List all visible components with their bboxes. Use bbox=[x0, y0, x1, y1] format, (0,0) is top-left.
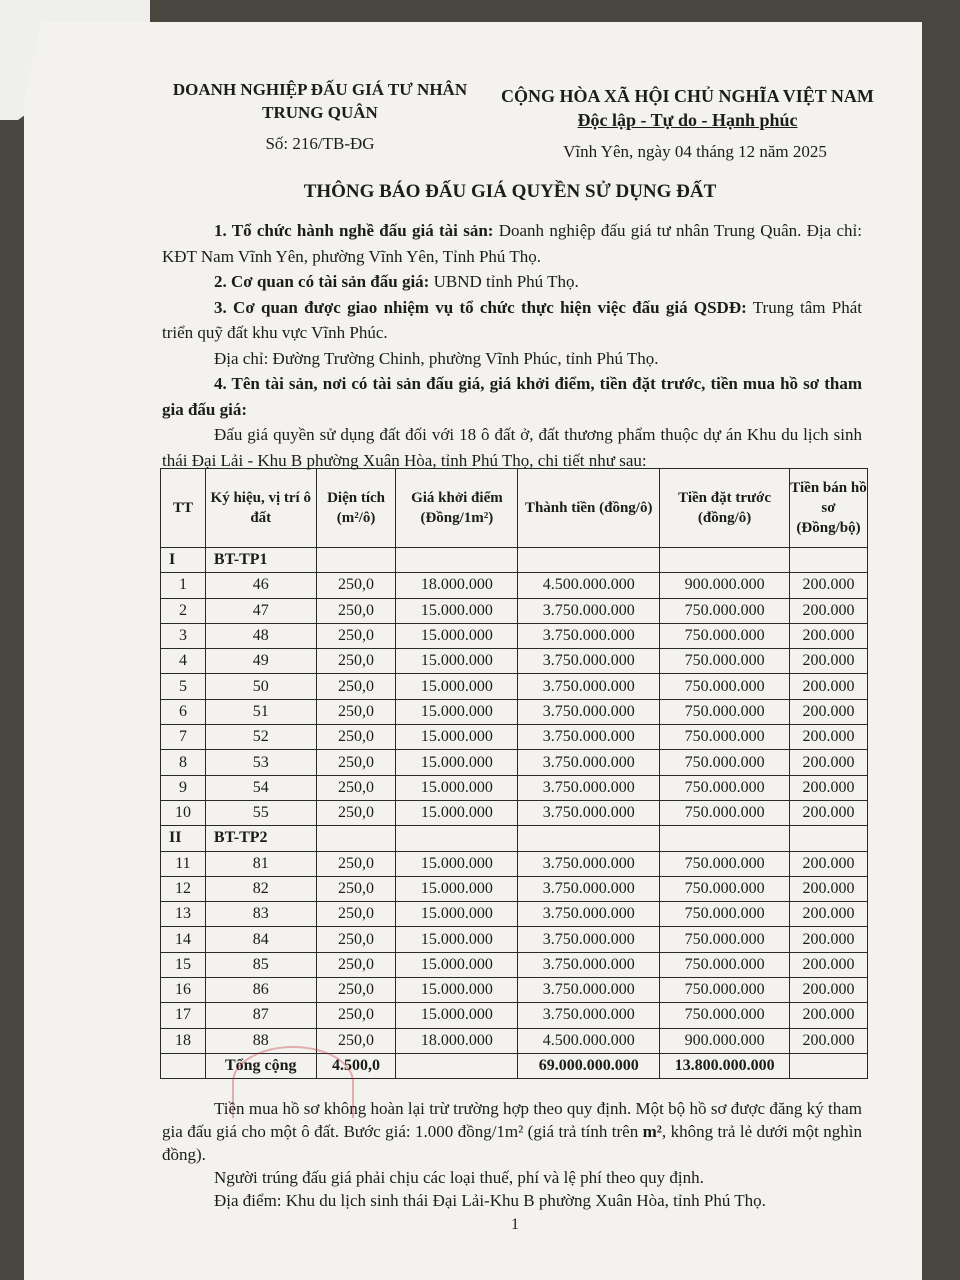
cell-area: 250,0 bbox=[316, 851, 396, 876]
cell-start-price: 18.000.000 bbox=[396, 1028, 518, 1053]
table-row bbox=[161, 800, 868, 825]
document-date: Vĩnh Yên, ngày 04 tháng 12 năm 2025 bbox=[563, 142, 827, 161]
table-row bbox=[161, 902, 868, 927]
col-header-deposit: Tiền đặt trước (đồng/ô) bbox=[660, 469, 790, 548]
cell-start-price: 15.000.000 bbox=[396, 623, 518, 648]
cell-area: 250,0 bbox=[316, 1003, 396, 1028]
section-4 bbox=[162, 371, 862, 422]
cell-amount: 3.750.000.000 bbox=[518, 952, 660, 977]
cell-fee: 200.000 bbox=[790, 851, 868, 876]
cell-lot: 83 bbox=[205, 902, 316, 927]
cell-start-price: 15.000.000 bbox=[396, 1003, 518, 1028]
table-row bbox=[161, 623, 868, 648]
section-3-label: 3. Cơ quan được giao nhiệm vụ tổ chức thực hiện việc đấu giá QSDĐ: bbox=[214, 297, 747, 317]
col-header-symbol: Ký hiệu, vị trí ô đất bbox=[205, 469, 316, 548]
cell-fee: 200.000 bbox=[790, 1003, 868, 1028]
group-row-1 bbox=[161, 548, 868, 573]
cell-area: 250,0 bbox=[316, 952, 396, 977]
section-1-label: 1. Tổ chức hành nghề đấu giá tài sản: bbox=[214, 221, 494, 240]
table-row bbox=[161, 851, 868, 876]
cell-deposit: 750.000.000 bbox=[660, 623, 790, 648]
cell-deposit: 750.000.000 bbox=[660, 876, 790, 901]
col-header-area: Diện tích (m²/ô) bbox=[316, 469, 396, 548]
cell-deposit: 900.000.000 bbox=[660, 573, 790, 598]
table-row bbox=[161, 927, 868, 952]
cell-lot: 86 bbox=[205, 978, 316, 1003]
org-name-line2: TRUNG QUÂN bbox=[262, 103, 378, 122]
cell-tt: 1 bbox=[161, 573, 206, 598]
table-row bbox=[161, 573, 868, 598]
cell-start-price: 15.000.000 bbox=[396, 978, 518, 1003]
cell-deposit: 750.000.000 bbox=[660, 750, 790, 775]
cell-area: 250,0 bbox=[316, 775, 396, 800]
cell-tt: 12 bbox=[161, 876, 206, 901]
col-header-amount: Thành tiền (đồng/ô) bbox=[518, 469, 660, 548]
cell-fee: 200.000 bbox=[790, 927, 868, 952]
cell-amount: 4.500.000.000 bbox=[518, 1028, 660, 1053]
cell-fee: 200.000 bbox=[790, 750, 868, 775]
cell-tt: 8 bbox=[161, 750, 206, 775]
cell-start-price: 15.000.000 bbox=[396, 750, 518, 775]
cell-amount: 3.750.000.000 bbox=[518, 725, 660, 750]
cell-deposit: 750.000.000 bbox=[660, 1003, 790, 1028]
table-row bbox=[161, 649, 868, 674]
cell-fee: 200.000 bbox=[790, 775, 868, 800]
group-name: BT-TP1 bbox=[205, 548, 316, 573]
note-1 bbox=[162, 1097, 862, 1166]
cell-fee: 200.000 bbox=[790, 978, 868, 1003]
table-body bbox=[161, 548, 868, 1079]
note-1-unit: m² bbox=[642, 1122, 662, 1141]
cell-fee: 200.000 bbox=[790, 952, 868, 977]
organization-header bbox=[150, 78, 490, 124]
note-3: Địa điểm: Khu du lịch sinh thái Đại Lải-Khu B phường Xuân Hòa, tỉnh Phú Thọ. bbox=[214, 1191, 766, 1210]
total-deposit: 13.800.000.000 bbox=[660, 1053, 790, 1078]
cell-amount: 3.750.000.000 bbox=[518, 674, 660, 699]
cell-tt: 4 bbox=[161, 649, 206, 674]
cell-fee: 200.000 bbox=[790, 699, 868, 724]
cell-start-price: 15.000.000 bbox=[396, 800, 518, 825]
cell-fee: 200.000 bbox=[790, 573, 868, 598]
section-2 bbox=[162, 269, 862, 295]
cell-deposit: 750.000.000 bbox=[660, 800, 790, 825]
cell-start-price: 15.000.000 bbox=[396, 649, 518, 674]
section-2-text: UBND tỉnh Phú Thọ. bbox=[429, 272, 579, 291]
cell-deposit: 750.000.000 bbox=[660, 649, 790, 674]
document-body bbox=[162, 218, 862, 473]
cell-area: 250,0 bbox=[316, 725, 396, 750]
cell-start-price: 15.000.000 bbox=[396, 902, 518, 927]
cell-start-price: 18.000.000 bbox=[396, 573, 518, 598]
note-1-part1: Tiền mua hồ sơ không hoàn lại trừ trường hợp theo quy định. Một bộ hồ sơ được đăng ký tham gia đấu giá cho một ô đất. Bước giá: 1.000 đồng/1m² (giá trả tính trên bbox=[162, 1099, 862, 1141]
cell-tt: 13 bbox=[161, 902, 206, 927]
cell-start-price: 15.000.000 bbox=[396, 851, 518, 876]
cell-start-price: 15.000.000 bbox=[396, 927, 518, 952]
group-roman: I bbox=[161, 548, 206, 573]
cell-amount: 3.750.000.000 bbox=[518, 598, 660, 623]
cell-lot: 82 bbox=[205, 876, 316, 901]
cell-fee: 200.000 bbox=[790, 1028, 868, 1053]
col-header-tt: TT bbox=[161, 469, 206, 548]
cell-area: 250,0 bbox=[316, 649, 396, 674]
document-number: Số: 216/TB-ĐG bbox=[265, 134, 375, 153]
table-row bbox=[161, 699, 868, 724]
cell-area: 250,0 bbox=[316, 674, 396, 699]
section-4-label: 4. Tên tài sản, nơi có tài sản đấu giá, giá khởi điểm, tiền đặt trước, tiền mua hồ sơ tham gia đấu giá: bbox=[162, 374, 862, 419]
national-header bbox=[495, 84, 880, 132]
cell-tt: 5 bbox=[161, 674, 206, 699]
cell-area: 250,0 bbox=[316, 1028, 396, 1053]
cell-amount: 4.500.000.000 bbox=[518, 573, 660, 598]
note-1-part2: , không trả lẻ dưới một nghìn đồng). bbox=[162, 1122, 863, 1164]
cell-start-price: 15.000.000 bbox=[396, 775, 518, 800]
cell-area: 250,0 bbox=[316, 750, 396, 775]
auction-lots-table bbox=[160, 468, 868, 1079]
cell-amount: 3.750.000.000 bbox=[518, 649, 660, 674]
cell-amount: 3.750.000.000 bbox=[518, 978, 660, 1003]
cell-fee: 200.000 bbox=[790, 598, 868, 623]
cell-area: 250,0 bbox=[316, 800, 396, 825]
cell-area: 250,0 bbox=[316, 927, 396, 952]
cell-start-price: 15.000.000 bbox=[396, 876, 518, 901]
cell-deposit: 900.000.000 bbox=[660, 1028, 790, 1053]
cell-start-price: 15.000.000 bbox=[396, 674, 518, 699]
cell-lot: 46 bbox=[205, 573, 316, 598]
cell-start-price: 15.000.000 bbox=[396, 725, 518, 750]
table-header-row bbox=[161, 469, 868, 548]
national-motto: Độc lập - Tự do - Hạnh phúc bbox=[577, 110, 798, 130]
cell-area: 250,0 bbox=[316, 573, 396, 598]
cell-lot: 49 bbox=[205, 649, 316, 674]
cell-lot: 54 bbox=[205, 775, 316, 800]
cell-amount: 3.750.000.000 bbox=[518, 902, 660, 927]
cell-amount: 3.750.000.000 bbox=[518, 623, 660, 648]
cell-amount: 3.750.000.000 bbox=[518, 876, 660, 901]
cell-lot: 84 bbox=[205, 927, 316, 952]
group-name: BT-TP2 bbox=[205, 826, 316, 851]
cell-tt: 10 bbox=[161, 800, 206, 825]
cell-tt: 14 bbox=[161, 927, 206, 952]
document-title: THÔNG BÁO ĐẤU GIÁ QUYỀN SỬ DỤNG ĐẤT bbox=[303, 181, 717, 202]
table-row bbox=[161, 725, 868, 750]
cell-deposit: 750.000.000 bbox=[660, 978, 790, 1003]
cell-start-price: 15.000.000 bbox=[396, 952, 518, 977]
cell-fee: 200.000 bbox=[790, 674, 868, 699]
table-row bbox=[161, 750, 868, 775]
cell-deposit: 750.000.000 bbox=[660, 851, 790, 876]
table-row bbox=[161, 978, 868, 1003]
cell-fee: 200.000 bbox=[790, 876, 868, 901]
table-row bbox=[161, 674, 868, 699]
closing-notes bbox=[162, 1097, 862, 1212]
cell-tt: 9 bbox=[161, 775, 206, 800]
cell-tt: 15 bbox=[161, 952, 206, 977]
cell-deposit: 750.000.000 bbox=[660, 725, 790, 750]
cell-deposit: 750.000.000 bbox=[660, 902, 790, 927]
group-roman: II bbox=[161, 826, 206, 851]
cell-lot: 55 bbox=[205, 800, 316, 825]
section-1-text: Doanh nghiệp đấu giá tư nhân Trung Quân. Địa chỉ: KĐT Nam Vĩnh Yên, phường Vĩnh Yên, Tỉnh Phú Thọ. bbox=[162, 221, 862, 266]
cell-tt: 7 bbox=[161, 725, 206, 750]
col-header-fee: Tiền bán hồ sơ (Đồng/bộ) bbox=[790, 469, 868, 548]
cell-fee: 200.000 bbox=[790, 800, 868, 825]
cell-lot: 81 bbox=[205, 851, 316, 876]
table-row bbox=[161, 1003, 868, 1028]
cell-amount: 3.750.000.000 bbox=[518, 851, 660, 876]
cell-lot: 52 bbox=[205, 725, 316, 750]
cell-deposit: 750.000.000 bbox=[660, 927, 790, 952]
col-header-start-price: Giá khởi điểm (Đồng/1m²) bbox=[396, 469, 518, 548]
cell-deposit: 750.000.000 bbox=[660, 775, 790, 800]
cell-amount: 3.750.000.000 bbox=[518, 699, 660, 724]
total-label: Tổng cộng bbox=[205, 1053, 316, 1078]
cell-lot: 50 bbox=[205, 674, 316, 699]
cell-tt: 3 bbox=[161, 623, 206, 648]
cell-tt: 11 bbox=[161, 851, 206, 876]
table-row bbox=[161, 952, 868, 977]
table-row bbox=[161, 598, 868, 623]
cell-amount: 3.750.000.000 bbox=[518, 1003, 660, 1028]
cell-tt: 18 bbox=[161, 1028, 206, 1053]
cell-lot: 85 bbox=[205, 952, 316, 977]
cell-amount: 3.750.000.000 bbox=[518, 800, 660, 825]
table-row bbox=[161, 876, 868, 901]
section-4-intro: Đấu giá quyền sử dụng đất đối với 18 ô đất ở, đất thương phẩm thuộc dự án Khu du lịch sinh thái Đại Lải - Khu B phường Xuân Hòa, tỉnh Phú Thọ, chi tiết như sau: bbox=[162, 425, 862, 470]
cell-tt: 16 bbox=[161, 978, 206, 1003]
cell-area: 250,0 bbox=[316, 876, 396, 901]
cell-fee: 200.000 bbox=[790, 725, 868, 750]
cell-tt: 6 bbox=[161, 699, 206, 724]
cell-area: 250,0 bbox=[316, 623, 396, 648]
cell-deposit: 750.000.000 bbox=[660, 674, 790, 699]
cell-amount: 3.750.000.000 bbox=[518, 775, 660, 800]
cell-lot: 51 bbox=[205, 699, 316, 724]
cell-start-price: 15.000.000 bbox=[396, 699, 518, 724]
cell-deposit: 750.000.000 bbox=[660, 699, 790, 724]
cell-deposit: 750.000.000 bbox=[660, 598, 790, 623]
cell-fee: 200.000 bbox=[790, 649, 868, 674]
cell-fee: 200.000 bbox=[790, 623, 868, 648]
page-number: 1 bbox=[511, 1216, 519, 1233]
cell-lot: 53 bbox=[205, 750, 316, 775]
section-2-label: 2. Cơ quan có tài sản đấu giá: bbox=[214, 272, 430, 291]
note-2: Người trúng đấu giá phải chịu các loại thuế, phí và lệ phí theo quy định. bbox=[214, 1168, 704, 1187]
section-3 bbox=[162, 295, 862, 346]
cell-tt: 17 bbox=[161, 1003, 206, 1028]
cell-fee: 200.000 bbox=[790, 902, 868, 927]
section-1 bbox=[162, 218, 862, 269]
cell-start-price: 15.000.000 bbox=[396, 598, 518, 623]
cell-tt: 2 bbox=[161, 598, 206, 623]
total-area: 4.500,0 bbox=[316, 1053, 396, 1078]
table-row bbox=[161, 775, 868, 800]
cell-area: 250,0 bbox=[316, 699, 396, 724]
cell-area: 250,0 bbox=[316, 978, 396, 1003]
cell-area: 250,0 bbox=[316, 598, 396, 623]
group-row-2 bbox=[161, 826, 868, 851]
cell-area: 250,0 bbox=[316, 902, 396, 927]
cell-lot: 47 bbox=[205, 598, 316, 623]
cell-deposit: 750.000.000 bbox=[660, 952, 790, 977]
cell-lot: 88 bbox=[205, 1028, 316, 1053]
section-3-address: Địa chỉ: Đường Trường Chinh, phường Vĩnh Phúc, tỉnh Phú Thọ. bbox=[214, 348, 659, 368]
nation-name: CỘNG HÒA XÃ HỘI CHỦ NGHĨA VIỆT NAM bbox=[501, 86, 874, 106]
cell-amount: 3.750.000.000 bbox=[518, 927, 660, 952]
cell-lot: 48 bbox=[205, 623, 316, 648]
cell-amount: 3.750.000.000 bbox=[518, 750, 660, 775]
org-name-line1: DOANH NGHIỆP ĐẤU GIÁ TƯ NHÂN bbox=[172, 80, 468, 99]
cell-lot: 87 bbox=[205, 1003, 316, 1028]
total-amount: 69.000.000.000 bbox=[518, 1053, 660, 1078]
section-3-text: Trung tâm Phát triển quỹ đất khu vực Vĩnh Phúc. bbox=[162, 297, 862, 342]
